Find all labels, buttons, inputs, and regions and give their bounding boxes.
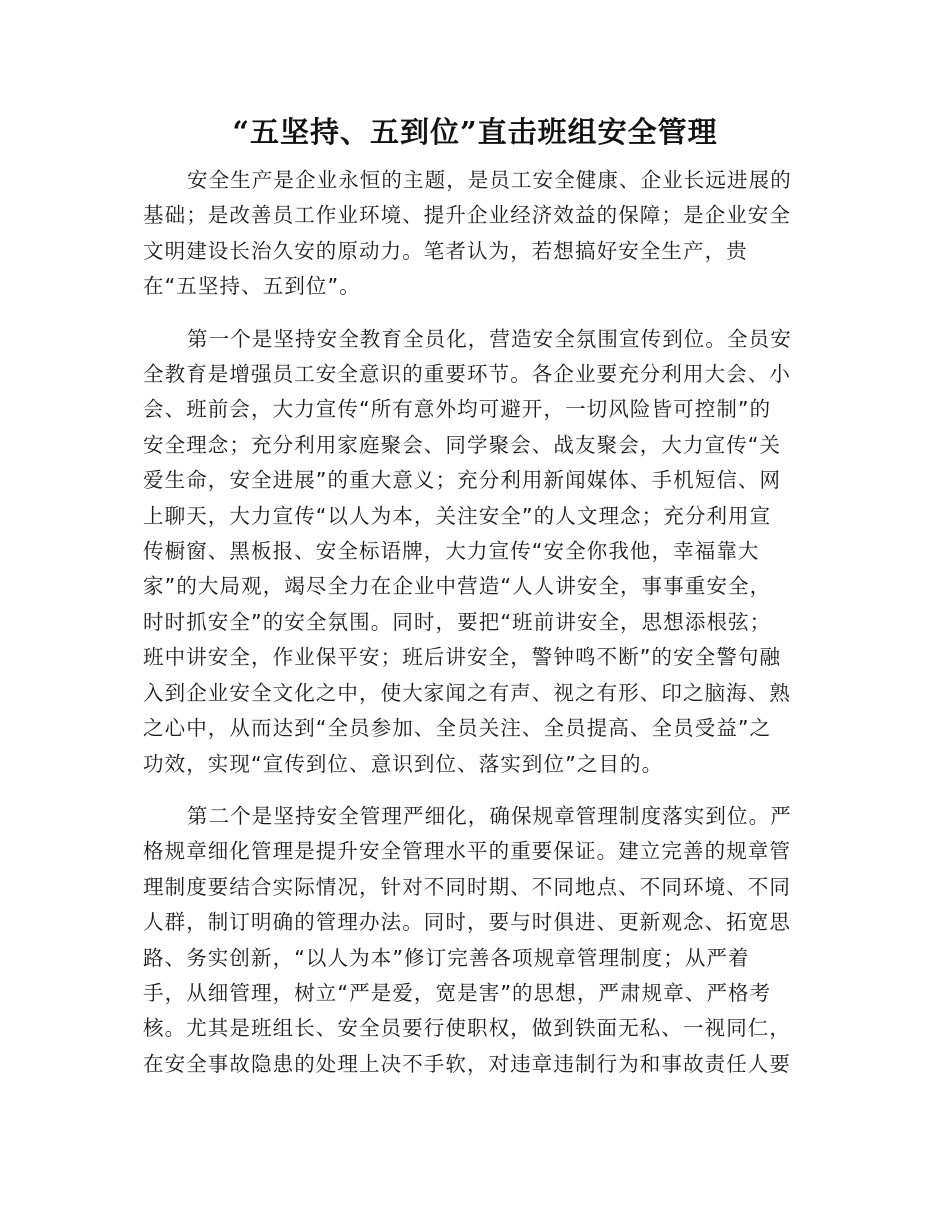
paragraph-line: 时时抓安全”的安全氛围。同时，要把“班前讲安全，思想添根弦； <box>143 609 772 634</box>
paragraph-line: 在“五坚持、五到位”。 <box>143 274 361 299</box>
paragraph-line: 安全生产是企业永恒的主题，是员工安全健康、企业长远进展的 <box>187 168 792 192</box>
paragraph-line: 格规章细化管理是提升安全管理水平的重要保证。建立完善的规章管 <box>143 839 791 864</box>
paragraph-line: 家”的大局观，竭尽全力在企业中营造“人人讲安全，事事重安全， <box>143 574 772 599</box>
paragraph-line: 在安全事故隐患的处理上决不手软，对违章违制行为和事故责任人要 <box>143 1051 791 1076</box>
document-body <box>143 163 813 1099</box>
paragraph-2 <box>143 322 813 782</box>
paragraph-line: 之心中，从而达到“全员参加、全员关注、全员提高、全员受益”之 <box>143 716 772 741</box>
paragraph-line: 第二个是坚持安全管理严细化，确保规章管理制度落实到位。严 <box>187 803 792 828</box>
paragraph-line: 人群，制订明确的管理办法。同时，要与时俱进、更新观念、拓宽思 <box>143 910 791 935</box>
paragraph-line: 上聊天，大力宣传“以人为本，关注安全”的人文理念；充分利用宣 <box>143 503 772 528</box>
paragraph-1 <box>143 163 813 305</box>
document-title: “五坚持、五到位”直击班组安全管理 <box>232 115 718 149</box>
paragraph-line: 第一个是坚持安全教育全员化，营造安全氛围宣传到位。全员安 <box>187 326 792 351</box>
paragraph-line: 传橱窗、黑板报、安全标语牌，大力宣传“安全你我他，幸福靠大 <box>143 539 760 564</box>
paragraph-line: 手，从细管理，树立“严是爱，宽是害”的思想，严肃规章、严格考 <box>143 980 772 1005</box>
paragraph-line: 基础；是改善员工作业环境、提升企业经济效益的保障；是企业安全 <box>143 203 791 228</box>
paragraph-line: 路、务实创新，“以人为本”修订完善各项规章管理制度；从严着 <box>143 945 750 970</box>
paragraph-line: 全教育是增强员工安全意识的重要环节。各企业要充分利用大会、小 <box>143 362 791 387</box>
paragraph-line: 入到企业安全文化之中，使大家闻之有声、视之有形、印之脑海、熟 <box>143 680 791 705</box>
paragraph-line: 会、班前会，大力宣传“所有意外均可避开，一切风险皆可控制”的 <box>143 397 772 422</box>
paragraph-3 <box>143 799 813 1082</box>
paragraph-line: 安全理念；充分利用家庭聚会、同学聚会、战友聚会，大力宣传“关 <box>143 432 782 457</box>
paragraph-line: 功效，实现“宣传到位、意识到位、落实到位”之目的。 <box>143 751 664 776</box>
paragraph-line: 爱生命，安全进展”的重大意义；充分利用新闻媒体、手机短信、网 <box>143 468 782 493</box>
paragraph-line: 文明建设长治久安的原动力。笔者认为，若想搞好安全生产，贵 <box>143 238 748 263</box>
paragraph-line: 理制度要结合实际情况，针对不同时期、不同地点、不同环境、不同 <box>143 874 791 899</box>
paragraph-line: 班中讲安全，作业保平安；班后讲安全，警钟鸣不断”的安全警句融 <box>143 645 782 670</box>
paragraph-line: 核。尤其是班组长、安全员要行使职权，做到铁面无私、一视同仁， <box>143 1016 791 1041</box>
